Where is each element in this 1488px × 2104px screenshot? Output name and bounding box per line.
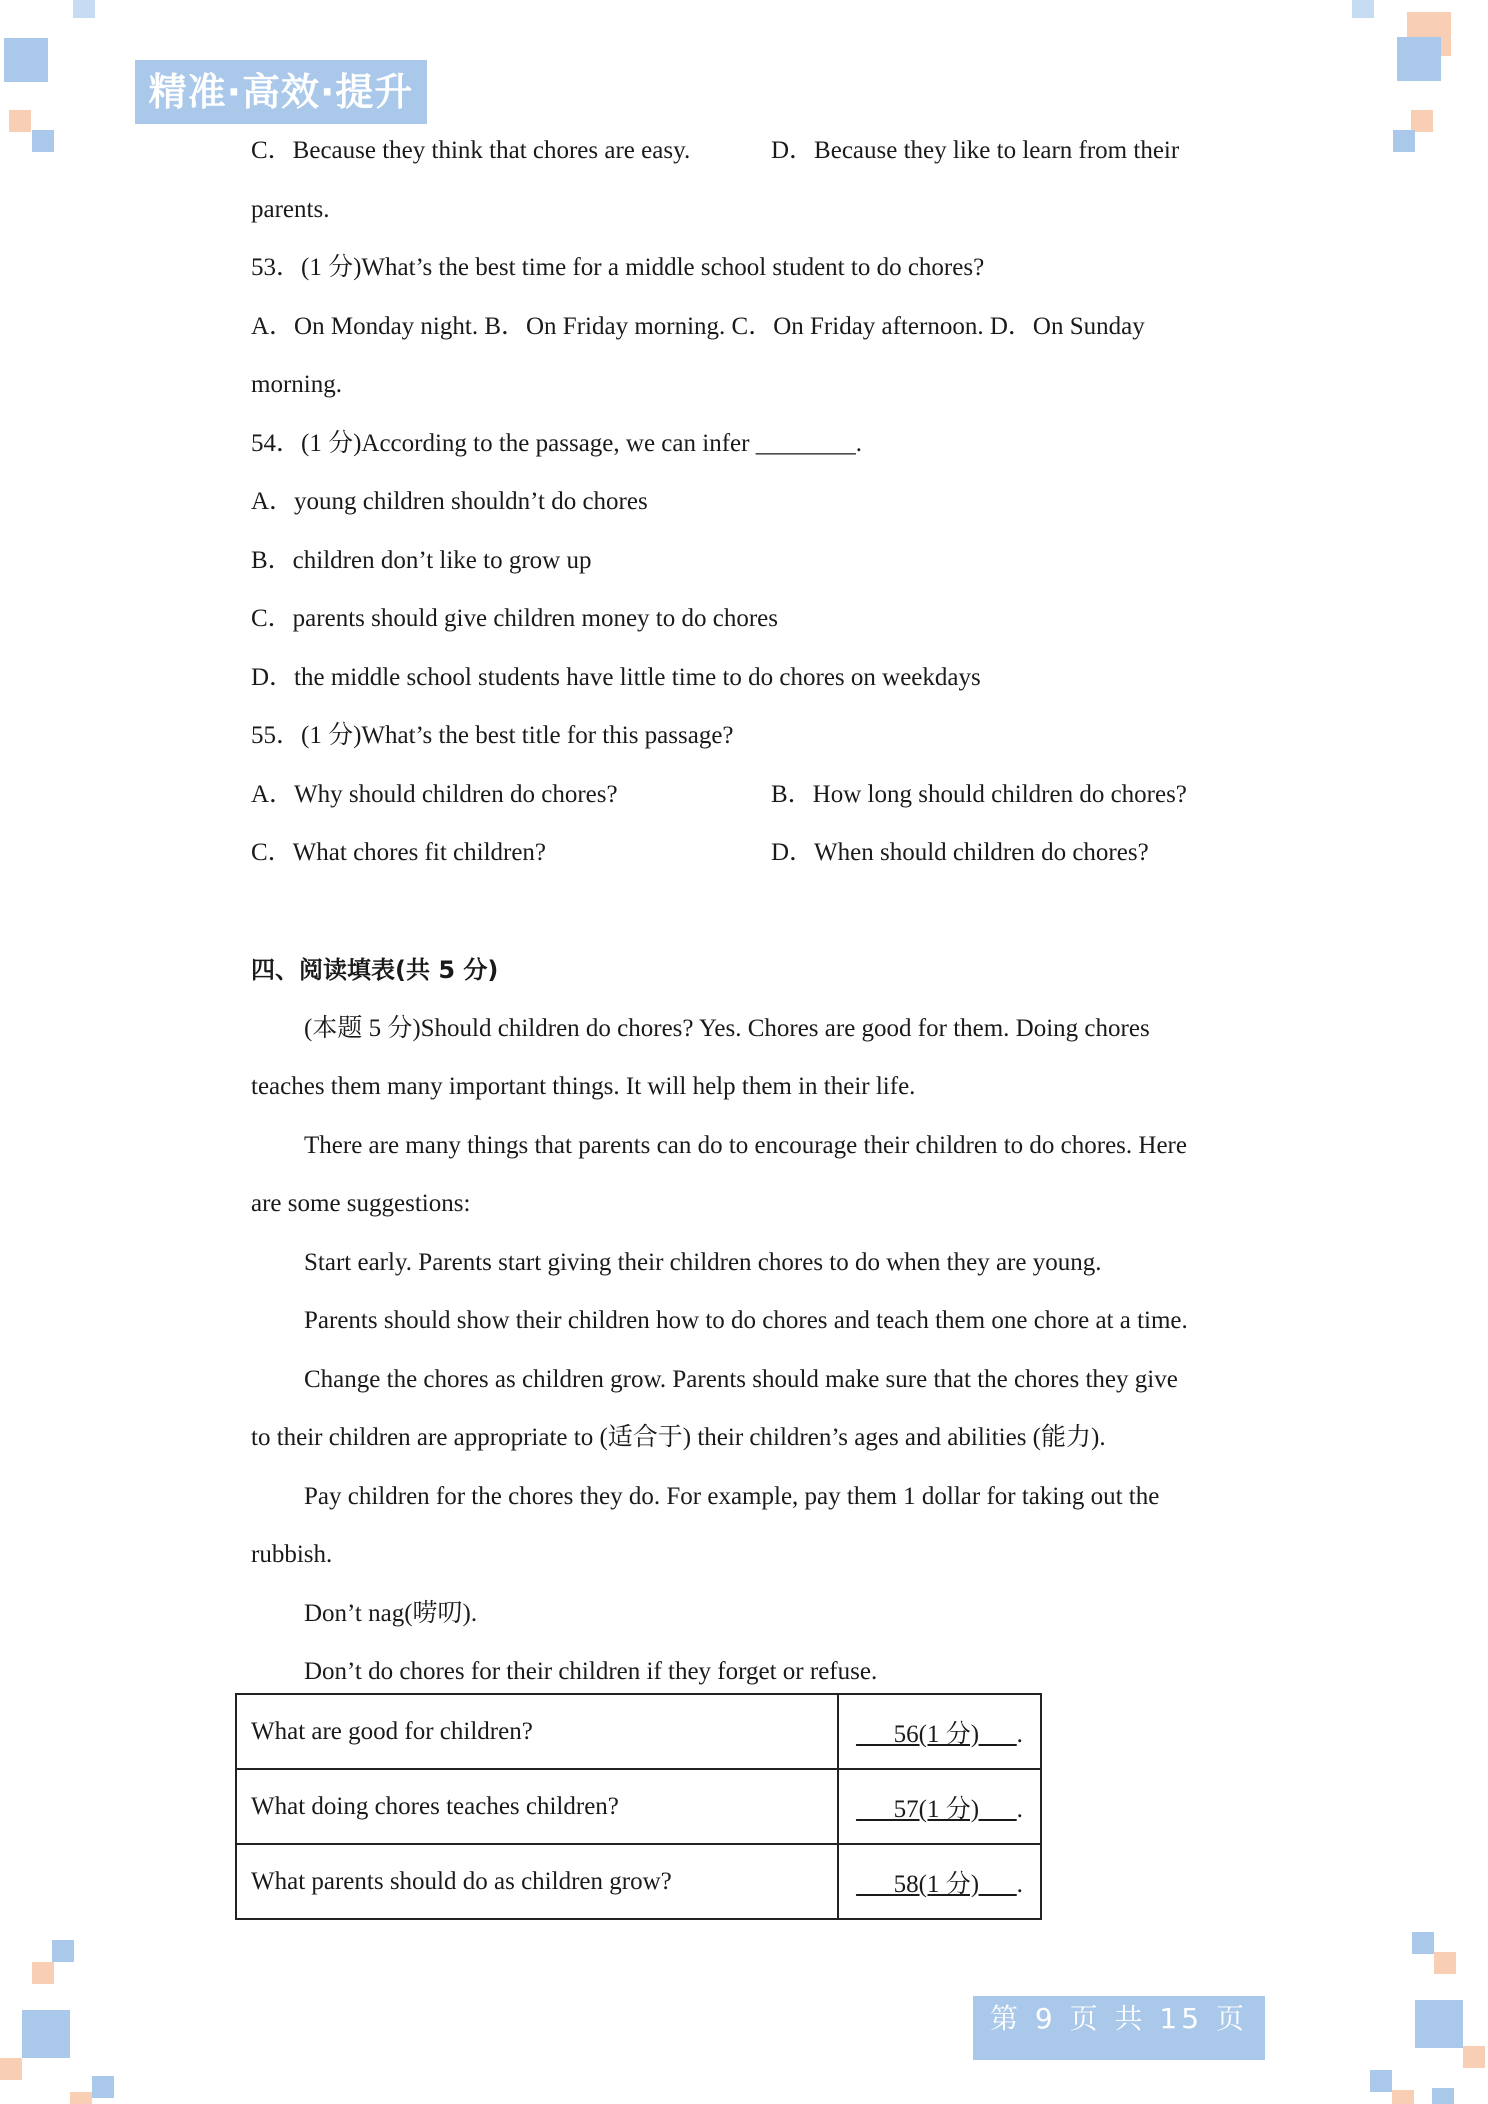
decor-square xyxy=(52,1940,74,1962)
section-4-title: 四、阅读填表(共 5 分) xyxy=(251,956,499,984)
q54-option-d: D．the middle school students have little time to do chores on weekdays xyxy=(251,663,981,691)
page-number: 第 9 页 共 15 页 xyxy=(973,1996,1265,2060)
answer-blank-58: ___58(1 分)___ xyxy=(856,1870,1017,1898)
decor-square xyxy=(1370,2070,1392,2092)
document-body xyxy=(251,122,1251,1702)
decor-square xyxy=(1412,1932,1434,1954)
passage-paragraph-2: There are many things that parents can do to encourage their children to do chores. Here xyxy=(304,1131,1187,1159)
passage-paragraph-4: Parents should show their children how to do chores and teach them one chore at a time. xyxy=(304,1307,1188,1334)
table-row xyxy=(236,1694,1041,1769)
decor-square xyxy=(32,1962,54,1984)
decor-square xyxy=(1397,37,1441,81)
q55-options-row2 xyxy=(251,824,1251,883)
q55-option-d: D．When should children do chores? xyxy=(771,839,1149,866)
answer-period: . xyxy=(1016,1870,1023,1898)
passage-paragraph-7: Don’t nag(唠叨). xyxy=(304,1599,478,1627)
decor-square xyxy=(1463,2046,1485,2068)
table-answer-blank[interactable] xyxy=(838,1694,1041,1769)
q54-stem: 54．(1 分)According to the passage, we can infer ________. xyxy=(251,429,862,457)
decor-square xyxy=(1392,2090,1414,2104)
answer-blank-56: ___56(1 分)___ xyxy=(856,1720,1017,1748)
decor-square xyxy=(1432,2088,1454,2104)
decor-square xyxy=(1352,0,1374,18)
q54-option-a: A．young children shouldn’t do chores xyxy=(251,488,648,515)
section-gap xyxy=(251,883,1251,942)
passage-paragraph-1-continued: teaches them many important things. It will help them in their life. xyxy=(251,1073,916,1100)
answer-period: . xyxy=(1016,1720,1023,1748)
q54-option-c: C．parents should give children money to do chores xyxy=(251,605,778,632)
decor-square xyxy=(1411,110,1433,132)
passage-paragraph-5-continued: to their children are appropriate to (适合于) their children’s ages and abilities (能力). xyxy=(251,1424,1106,1451)
q52-option-d-continued: parents. xyxy=(251,195,330,223)
passage-paragraph-1: (本题 5 分)Should children do chores? Yes. Chores are good for them. Doing chores xyxy=(304,1014,1150,1042)
decor-square xyxy=(32,130,54,152)
decor-square xyxy=(9,110,31,132)
q53-stem: 53．(1 分)What’s the best time for a middle school student to do chores? xyxy=(251,254,985,281)
table-question: What parents should do as children grow? xyxy=(236,1844,838,1919)
table-row xyxy=(236,1769,1041,1844)
decor-square xyxy=(4,38,48,82)
decor-square xyxy=(73,0,95,18)
q54-option-b: B．children don’t like to grow up xyxy=(251,546,592,574)
q55-options-row1 xyxy=(251,766,1251,825)
passage-paragraph-5: Change the chores as children grow. Parents should make sure that the chores they give xyxy=(304,1365,1178,1393)
q52-option-d: D．Because they like to learn from their xyxy=(771,137,1180,164)
decor-square xyxy=(1415,2000,1463,2048)
table-question: What are good for children? xyxy=(236,1694,838,1769)
table-answer-blank[interactable] xyxy=(838,1844,1041,1919)
table-question: What doing chores teaches children? xyxy=(236,1769,838,1844)
decor-square xyxy=(1393,130,1415,152)
decor-square xyxy=(0,2058,22,2080)
decor-square xyxy=(92,2076,114,2098)
answer-period: . xyxy=(1016,1795,1023,1823)
passage-paragraph-3: Start early. Parents start giving their children chores to do when they are young. xyxy=(304,1248,1102,1276)
table-answer-blank[interactable] xyxy=(838,1769,1041,1844)
q53-options-continued: morning. xyxy=(251,371,342,398)
q55-option-a: A．Why should children do chores? xyxy=(251,780,618,808)
passage-paragraph-2-continued: are some suggestions: xyxy=(251,1190,471,1217)
table-row xyxy=(236,1844,1041,1919)
decor-square xyxy=(1434,1952,1456,1974)
fill-in-table xyxy=(235,1693,1042,1920)
decor-square xyxy=(70,2092,92,2104)
q55-option-c: C．What chores fit children? xyxy=(251,839,547,866)
q52-option-c: C．Because they think that chores are easy. xyxy=(251,137,691,164)
q53-options: A．On Monday night. B．On Friday morning. C．On Friday afternoon. D．On Sunday xyxy=(251,312,1145,340)
question-52-options xyxy=(251,122,1251,181)
brand-banner: 精准·高效·提升 xyxy=(135,60,427,124)
q55-option-b: B．How long should children do chores? xyxy=(771,780,1187,808)
answer-blank-57: ___57(1 分)___ xyxy=(856,1795,1017,1823)
decor-square xyxy=(22,2010,70,2058)
passage-paragraph-6: Pay children for the chores they do. For example, pay them 1 dollar for taking out the xyxy=(304,1482,1160,1510)
passage-paragraph-6-continued: rubbish. xyxy=(251,1541,333,1568)
q55-stem: 55．(1 分)What’s the best title for this passage? xyxy=(251,722,734,749)
passage-paragraph-8: Don’t do chores for their children if they forget or refuse. xyxy=(304,1658,878,1685)
